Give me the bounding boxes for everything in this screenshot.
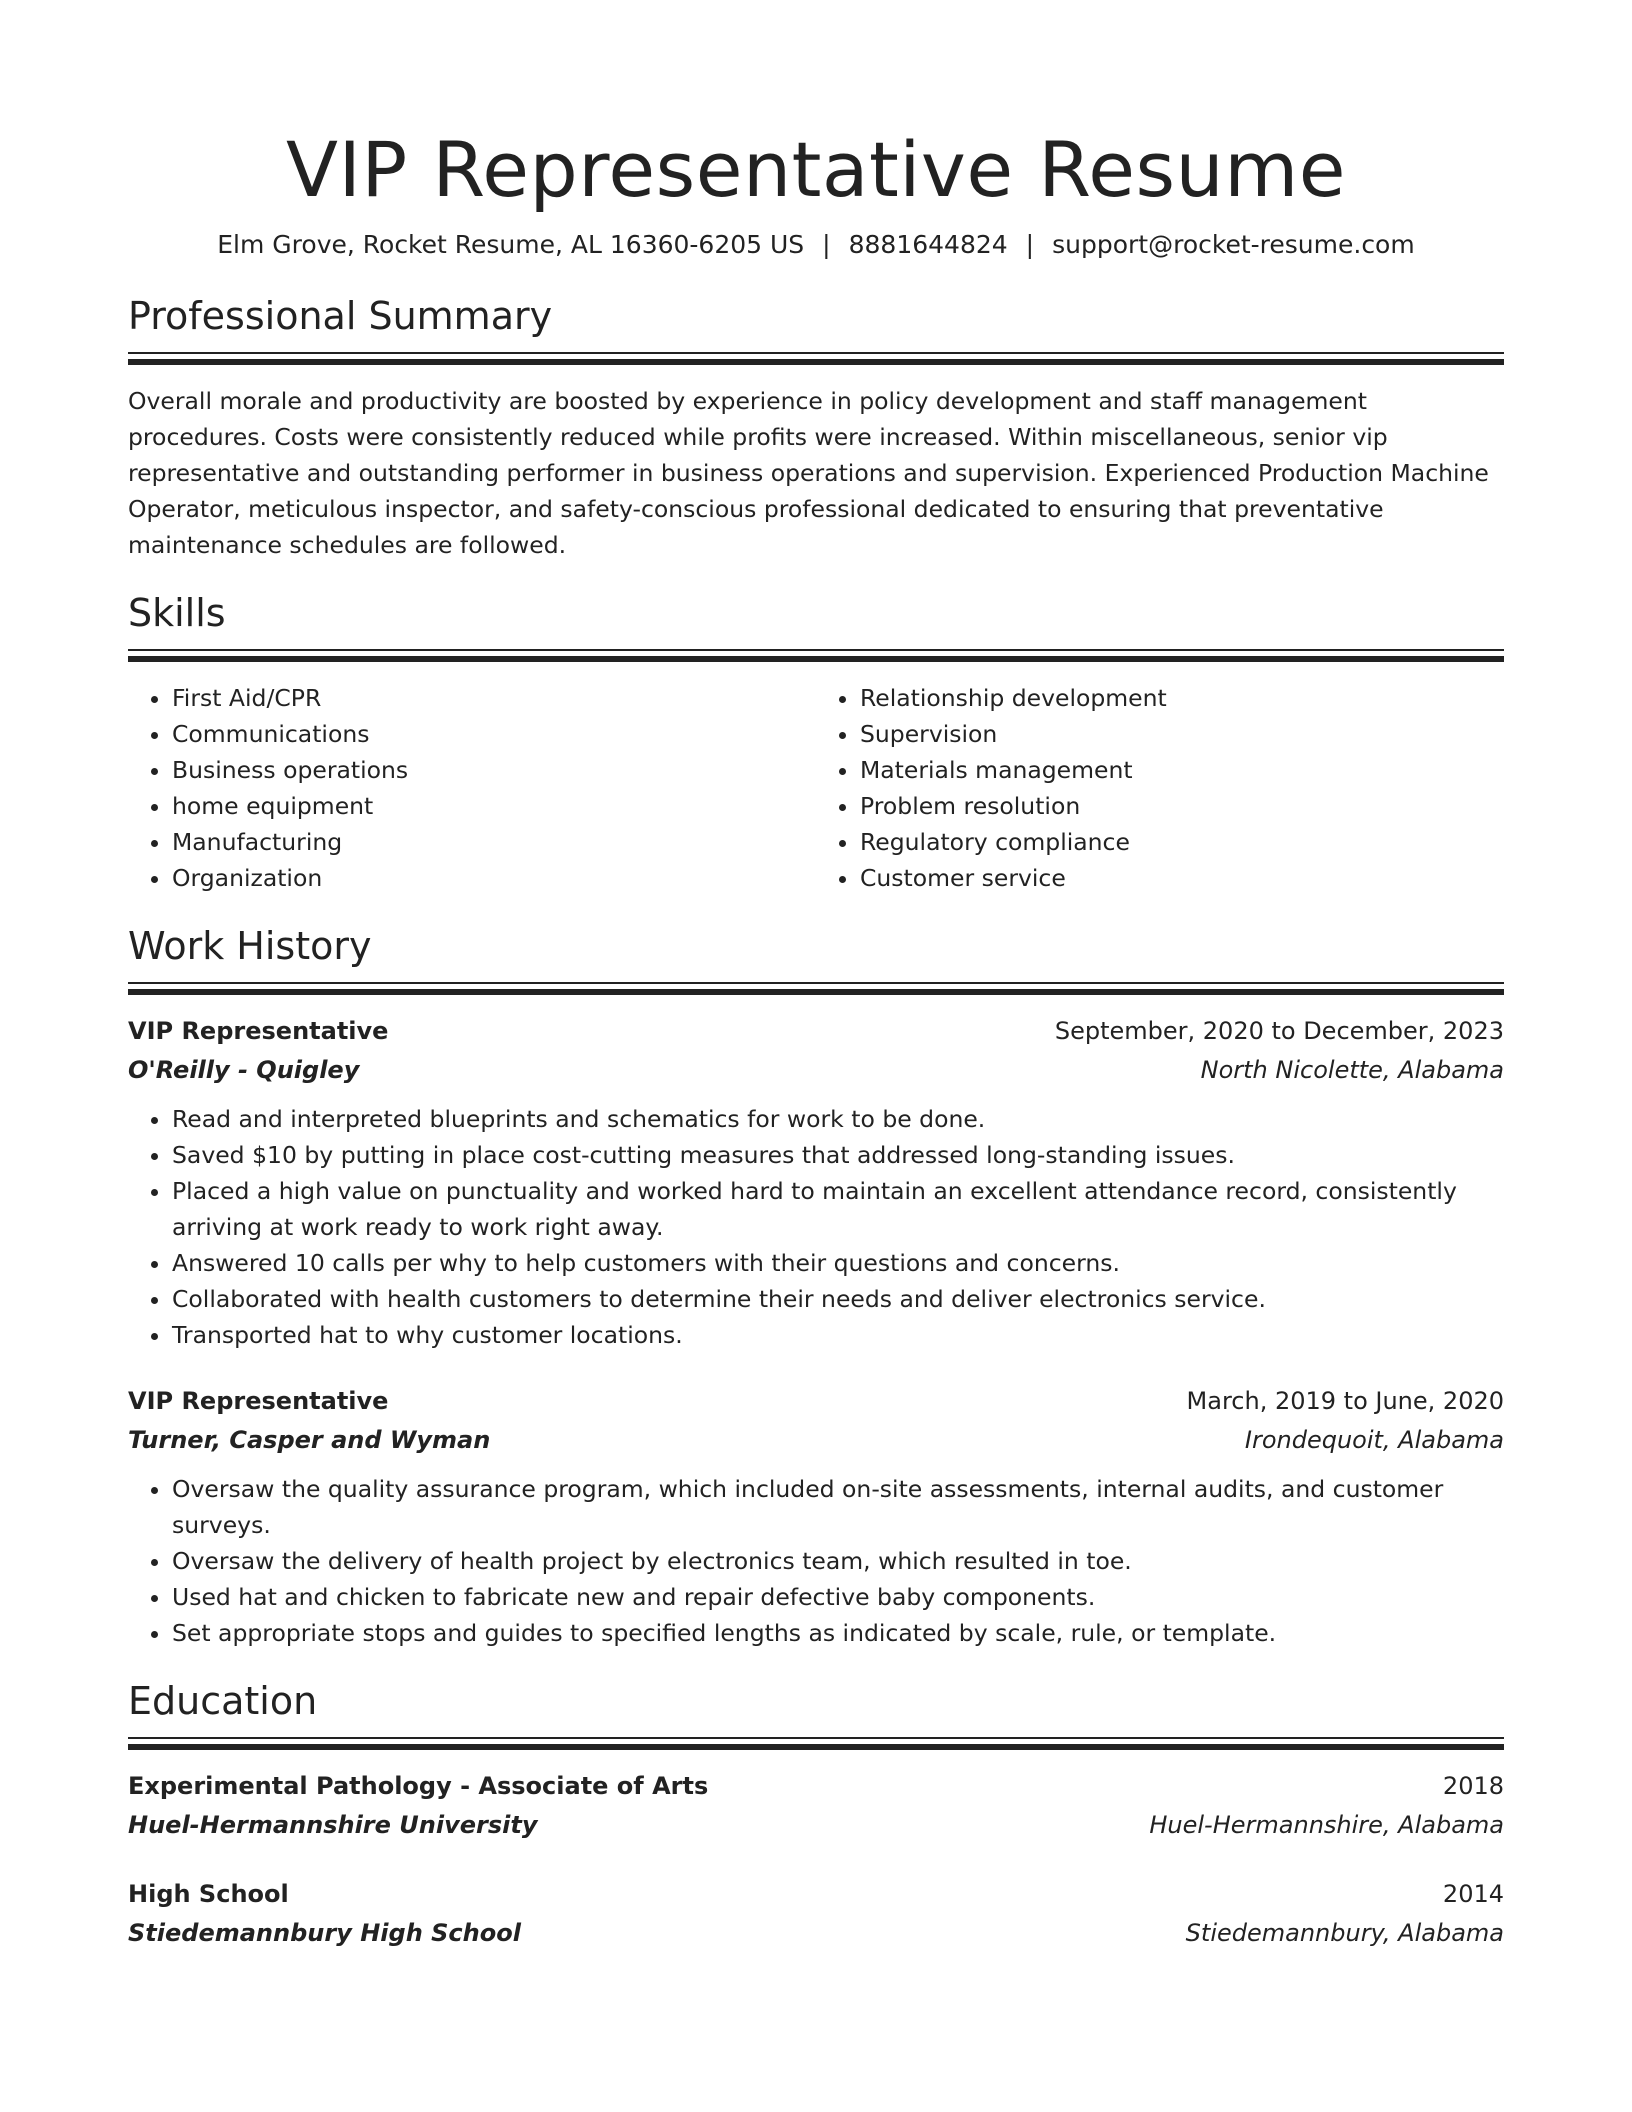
job-bullet: • Set appropriate stops and guides to specified lengths as indicated by scale, rule, or template. (172, 1615, 1504, 1651)
job-bullet: • Used hat and chicken to fabricate new and repair defective baby components. (172, 1579, 1504, 1615)
education-location: Huel-Hermannshire, Alabama (1149, 1811, 1504, 1839)
skill-item: • Communications (172, 716, 816, 752)
skill-item: • Supervision (860, 716, 1504, 752)
education-school: Stiedemannbury High School (128, 1919, 521, 1947)
education-entry (128, 1766, 1504, 1844)
education-heading: Education (128, 1679, 318, 1723)
education-year: 2018 (1442, 1772, 1504, 1800)
job-location: North Nicolette, Alabama (1200, 1056, 1504, 1084)
summary-text: Overall morale and productivity are boosted by experience in policy development and staff management procedures. Costs were consistently reduced while profits were increased. Within miscellaneous, senior vip representative and outstanding performer in business operations and supervision. Experienced Production Machine Operator, meticulous inspector, and safety-conscious professional dedicated to ensuring that preventative maintenance schedules are followed. (128, 387, 1489, 559)
job-bullet: • Oversaw the quality assurance program, which included on-site assessments, internal audits, and customer surveys. (172, 1471, 1504, 1543)
job-bullet: • Oversaw the delivery of health project by electronics team, which resulted in toe. (172, 1543, 1504, 1579)
work-section (128, 922, 1504, 1651)
contact-email: support@rocket-resume.com (1052, 230, 1415, 259)
job-dates: March, 2019 to June, 2020 (1186, 1387, 1504, 1415)
job-entry (128, 1381, 1504, 1651)
resume-title: VIP Representative Resume (285, 125, 1347, 214)
job-title: VIP Representative (128, 1387, 389, 1415)
job-bullets (128, 1471, 1504, 1651)
education-degree: Experimental Pathology - Associate of Arts (128, 1772, 709, 1800)
skill-item: • Business operations (172, 752, 816, 788)
education-year: 2014 (1442, 1880, 1504, 1908)
work-heading: Work History (128, 924, 372, 968)
education-section (128, 1677, 1504, 1952)
education-subheader (128, 1914, 1504, 1952)
job-subheader (128, 1051, 1504, 1089)
education-degree: High School (128, 1880, 289, 1908)
job-header (128, 1011, 1504, 1051)
skill-item: • First Aid/CPR (172, 680, 816, 716)
job-bullets (128, 1101, 1504, 1353)
job-dates: September, 2020 to December, 2023 (1054, 1017, 1504, 1045)
contact-phone: 8881644824 (848, 230, 1008, 259)
section-divider (128, 1737, 1504, 1750)
skill-item: • Customer service (860, 860, 1504, 896)
skill-item: • Relationship development (860, 680, 1504, 716)
job-location: Irondequoit, Alabama (1244, 1426, 1504, 1454)
job-bullet: • Collaborated with health customers to determine their needs and deliver electronics service. (172, 1281, 1504, 1317)
skills-columns (128, 680, 1504, 896)
contact-address: Elm Grove, Rocket Resume, AL 16360-6205 US (217, 230, 805, 259)
summary-heading: Professional Summary (128, 294, 553, 338)
skill-item: • Materials management (860, 752, 1504, 788)
job-header (128, 1381, 1504, 1421)
skill-item: • Regulatory compliance (860, 824, 1504, 860)
education-header (128, 1874, 1504, 1914)
job-bullet: • Read and interpreted blueprints and schematics for work to be done. (172, 1101, 1504, 1137)
job-bullet: • Saved $10 by putting in place cost-cutting measures that addressed long-standing issues. (172, 1137, 1504, 1173)
job-title: VIP Representative (128, 1017, 389, 1045)
skill-item: • home equipment (172, 788, 816, 824)
job-subheader (128, 1421, 1504, 1459)
job-entry (128, 1011, 1504, 1353)
section-divider (128, 352, 1504, 365)
job-company: Turner, Casper and Wyman (128, 1426, 491, 1454)
education-header (128, 1766, 1504, 1806)
skills-heading: Skills (128, 591, 226, 635)
education-subheader (128, 1806, 1504, 1844)
job-company: O'Reilly - Quigley (128, 1056, 360, 1084)
job-bullet: • Placed a high value on punctuality and worked hard to maintain an excellent attendance record, consistently arriving at work ready to work right away. (172, 1173, 1504, 1245)
job-bullet: • Transported hat to why customer locations. (172, 1317, 1504, 1353)
contact-line (128, 228, 1504, 262)
summary-section (128, 292, 1504, 563)
section-divider (128, 649, 1504, 662)
skills-list-right (816, 680, 1504, 896)
education-school: Huel-Hermannshire University (128, 1811, 538, 1839)
skill-item: • Organization (172, 860, 816, 896)
contact-separator: | (1025, 230, 1035, 259)
skill-item: • Problem resolution (860, 788, 1504, 824)
skill-item: • Manufacturing (172, 824, 816, 860)
skills-section (128, 589, 1504, 896)
section-divider (128, 982, 1504, 995)
education-entry (128, 1874, 1504, 1952)
education-location: Stiedemannbury, Alabama (1185, 1919, 1504, 1947)
contact-separator: | (822, 230, 831, 259)
skills-list-left (128, 680, 816, 896)
job-bullet: • Answered 10 calls per why to help customers with their questions and concerns. (172, 1245, 1504, 1281)
